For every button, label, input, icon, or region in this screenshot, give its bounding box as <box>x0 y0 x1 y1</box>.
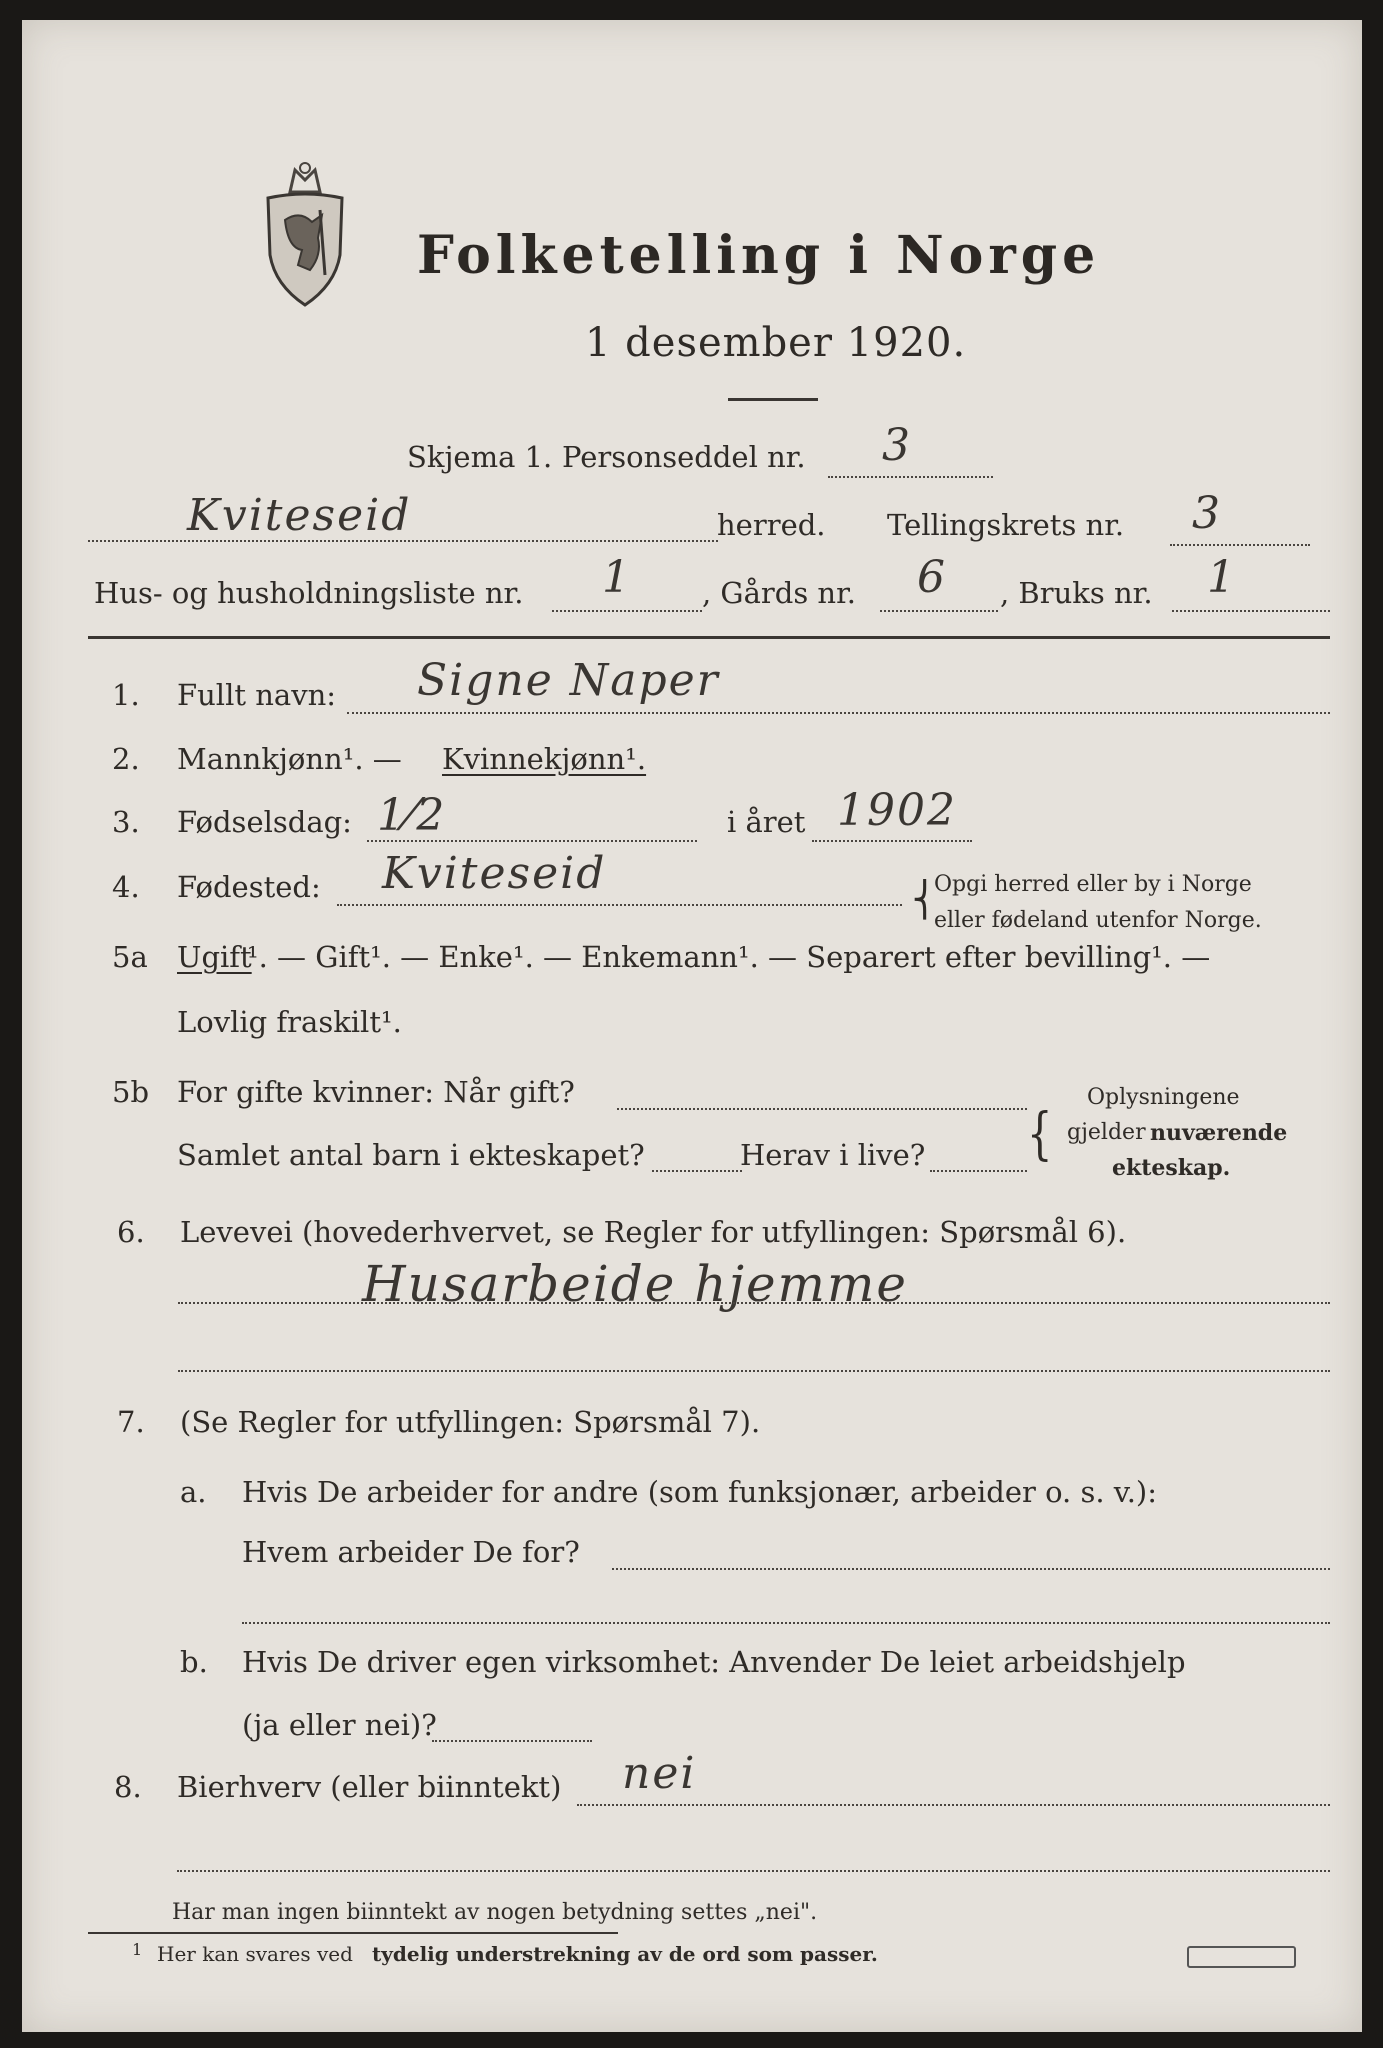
q4-note-line2: eller fødeland utenfor Norge. <box>934 908 1262 933</box>
q3-year-value: 1902 <box>837 785 957 836</box>
footnote-text-b: tydelig understrekning av de ord som passer. <box>372 1942 878 1966</box>
q2-option-female: Kvinnekjønn¹. <box>442 742 647 776</box>
q5a-option-fraskilt: Lovlig fraskilt¹. <box>177 1005 402 1039</box>
q3-number: 3. <box>112 805 140 839</box>
q7-label: (Se Regler for utfyllingen: Spørsmål 7). <box>180 1405 761 1439</box>
q2-number: 2. <box>112 742 140 776</box>
q5a-option-ugift: Ugift <box>177 940 252 974</box>
hus-label: Hus- og husholdningsliste nr. <box>94 576 524 610</box>
hus-value: 1 <box>602 552 632 603</box>
q3-year-label: i året <box>727 805 806 839</box>
q4-brace: ⎨ <box>912 880 938 920</box>
q8-value: nei <box>622 1748 697 1799</box>
title-divider <box>728 398 818 401</box>
personseddel-value: 3 <box>882 420 912 471</box>
herred-value: Kviteseid <box>187 490 412 541</box>
q8-label: Bierhverv (eller biinntekt) <box>177 1770 562 1804</box>
q7b-label-line1: Hvis De driver egen virksomhet: Anvender De leiet arbeidshjelp <box>242 1645 1186 1679</box>
q5b-note-line1: Oplysningene <box>1087 1085 1240 1110</box>
q2-option-male: Mannkjønn¹. — <box>177 742 402 776</box>
q5b-label-alive: Herav i live? <box>740 1138 926 1172</box>
q4-number: 4. <box>112 870 140 904</box>
form-title: Folketelling i Norge <box>417 225 1101 286</box>
q4-note-line1: Opgi herred eller by i Norge <box>934 872 1252 897</box>
bruks-value: 1 <box>1207 552 1237 603</box>
skjema-label: Skjema 1. <box>407 440 553 474</box>
q8-number: 8. <box>114 1770 142 1804</box>
q5a-number: 5a <box>112 940 148 974</box>
q5b-number: 5b <box>112 1075 150 1109</box>
coat-of-arms-icon <box>250 160 360 310</box>
bruks-label: , Bruks nr. <box>1000 576 1153 610</box>
footnote-rule <box>88 1932 618 1934</box>
q7b-number: b. <box>180 1645 208 1679</box>
q1-value: Signe Naper <box>417 655 720 706</box>
q7a-label-line1: Hvis De arbeider for andre (som funksjonær, arbeider o. s. v.): <box>242 1475 1158 1509</box>
q4-value: Kviteseid <box>382 848 607 899</box>
q7b-label-line2: (ja eller nei)? <box>242 1708 437 1742</box>
q3-label: Fødselsdag: <box>177 805 352 839</box>
q6-value: Husarbeide hjemme <box>362 1255 908 1313</box>
printer-stamp-icon <box>1187 1946 1296 1968</box>
q7a-number: a. <box>180 1475 207 1509</box>
header-rule <box>88 636 1330 639</box>
q1-label: Fullt navn: <box>177 678 337 712</box>
personseddel-label: Personseddel nr. <box>562 440 806 474</box>
q5b-note-line3: ekteskap. <box>1112 1155 1231 1181</box>
gards-label: , Gårds nr. <box>702 576 856 610</box>
q4-label: Fødested: <box>177 870 321 904</box>
footnote-marker: 1 <box>132 1940 143 1959</box>
q5b-note-line2b: nuværende <box>1150 1120 1288 1146</box>
tellingskrets-value: 3 <box>1192 488 1222 539</box>
census-form <box>22 20 1362 2032</box>
tellingskrets-label: Tellingskrets nr. <box>887 508 1125 542</box>
q5b-label-children: Samlet antal barn i ekteskapet? <box>177 1138 645 1172</box>
q5b-brace: { <box>1027 1102 1053 1168</box>
q1-number: 1. <box>112 678 140 712</box>
q7-number: 7. <box>117 1405 145 1439</box>
q5b-note-line2a: gjelder <box>1067 1120 1146 1145</box>
q3-value: 1⁄2 <box>377 790 447 841</box>
q5a-options: ¹. — Gift¹. — Enke¹. — Enkemann¹. — Separert efter bevilling¹. — <box>247 940 1211 974</box>
q6-number: 6. <box>117 1215 145 1249</box>
q7a-label-line2: Hvem arbeider De for? <box>242 1535 580 1569</box>
q6-label: Levevei (hovederhvervet, se Regler for utfyllingen: Spørsmål 6). <box>180 1215 1127 1249</box>
herred-label: herred. <box>717 508 826 542</box>
footer-note: Har man ingen biinntekt av nogen betydning settes „nei". <box>172 1900 818 1925</box>
q5b-label-married: For gifte kvinner: Når gift? <box>177 1075 575 1109</box>
census-date: 1 desember 1920. <box>585 320 967 366</box>
footnote-text-a: Her kan svares ved <box>157 1942 353 1966</box>
gards-value: 6 <box>917 552 947 603</box>
